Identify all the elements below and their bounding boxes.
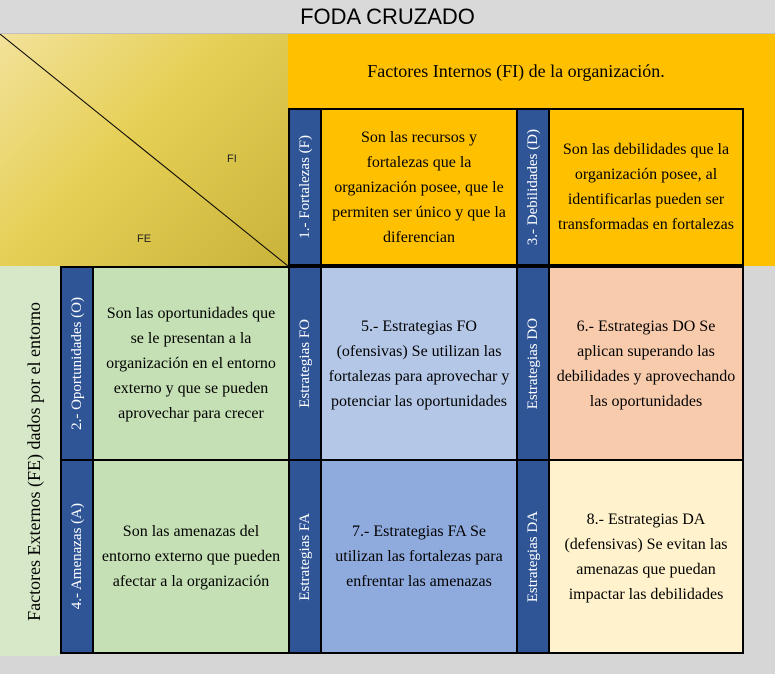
amenazas-label: 4.- Amenazas (A) bbox=[60, 459, 94, 654]
fortalezas-cell: Son las recursos y fortalezas que la organización posee, que le permiten ser único y que la diferencian bbox=[320, 108, 518, 266]
external-factors-text: Factores Externos (FE) dados por el entorno bbox=[23, 301, 44, 621]
fa-cell: 7.- Estrategias FA Se utilizan las fortalezas para enfrentar las amenazas bbox=[320, 459, 518, 654]
fi-label: FI bbox=[227, 153, 237, 165]
fortalezas-label: 1.- Fortalezas (F) bbox=[288, 108, 322, 266]
do-cell: 6.- Estrategias DO Se aplican superando las debilidades y aprovechando las oportunidades bbox=[548, 266, 744, 461]
bottom-margin bbox=[0, 656, 775, 674]
fe-label: FE bbox=[137, 233, 152, 245]
amenazas-cell: Son las amenazas del entorno externo que pueden afectar a la organización bbox=[92, 459, 290, 654]
oportunidades-cell: Son las oportunidades que se le presentan a la organización en el entorno externo y que se pueden aprovechar para crecer bbox=[92, 266, 290, 461]
debilidades-cell: Son las debilidades que la organización posee, al identificarlas pueden ser transformadas en fortalezas bbox=[548, 108, 744, 266]
external-factors-header bbox=[14, 266, 54, 656]
page-title: FODA CRUZADO bbox=[0, 0, 775, 34]
da-cell: 8.- Estrategias DA (defensivas) Se evitan las amenazas que puedan impactar las debilidades bbox=[548, 459, 744, 654]
diagonal-line bbox=[0, 34, 288, 266]
da-label: Estrategias DA bbox=[516, 459, 550, 654]
right-gutter bbox=[744, 266, 775, 656]
do-label: Estrategias DO bbox=[516, 266, 550, 461]
internal-factors-header: Factores Internos (FI) de la organización. bbox=[288, 34, 744, 108]
header-extension bbox=[744, 34, 775, 266]
fo-label: Estrategias FO bbox=[288, 266, 322, 461]
fo-cell: 5.- Estrategias FO (ofensivas) Se utilizan las fortalezas para aprovechar y potenciar las oportunidades bbox=[320, 266, 518, 461]
fa-label: Estrategias FA bbox=[288, 459, 322, 654]
debilidades-label: 3.- Debilidades (D) bbox=[516, 108, 550, 266]
corner-cell bbox=[0, 34, 288, 266]
oportunidades-label: 2.- Oportunidades (O) bbox=[60, 266, 94, 461]
